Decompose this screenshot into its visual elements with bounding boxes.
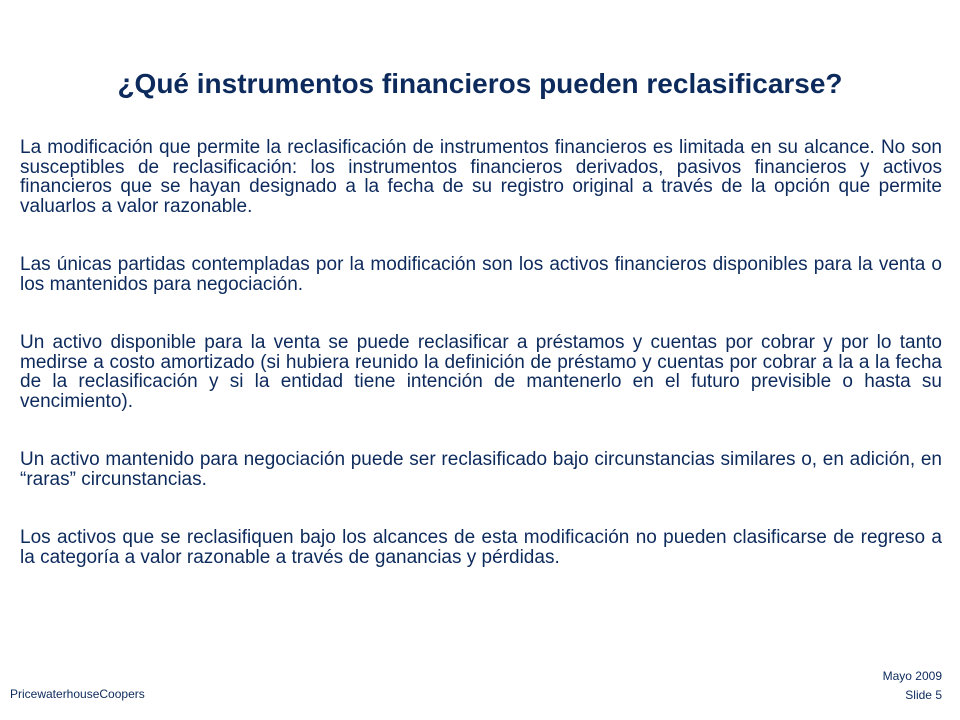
paragraph-scope: La modificación que permite la reclasificación de instrumentos financieros es limitada en su alcance. No son susceptibles de reclasificación: los instrumentos financieros derivados, pasivos financieros y activos financieros que se hayan designado a la fecha de su registro original a través de la opción que permite valuarlos a valor razonable. [20,137,942,217]
slide-title: ¿Qué instrumentos financieros pueden reclasificarse? [117,68,843,99]
paragraph-available-for-sale: Un activo disponible para la venta se puede reclasificar a préstamos y cuentas por cobrar y por lo tanto medirse a costo amortizado (si hubiera reunido la definición de préstamo y cuentas por cobrar a la a la fecha de la reclasificación y si la entidad tiene intención de mantenerlo en el futuro previsible o hasta su vencimiento). [20,332,942,412]
slide-body [20,138,942,606]
paragraph-eligible-items: Las únicas partidas contempladas por la modificación son los activos financieros disponibles para la venta o los mantenidos para negociación. [20,254,942,295]
footer-company-name: PricewaterhouseCoopers [10,687,145,701]
footer-date: Mayo 2009 [882,669,942,683]
paragraph-held-for-trading: Un activo mantenido para negociación puede ser reclasificado bajo circunstancias similares o, en adición, en “raras” circunstancias. [20,449,942,490]
footer-meta [883,667,942,705]
footer-slide-number: Slide 5 [905,688,942,702]
paragraph-no-return: Los activos que se reclasifiquen bajo los alcances de esta modificación no pueden clasificarse de regreso a la categoría a valor razonable a través de ganancias y pérdidas. [20,527,942,568]
